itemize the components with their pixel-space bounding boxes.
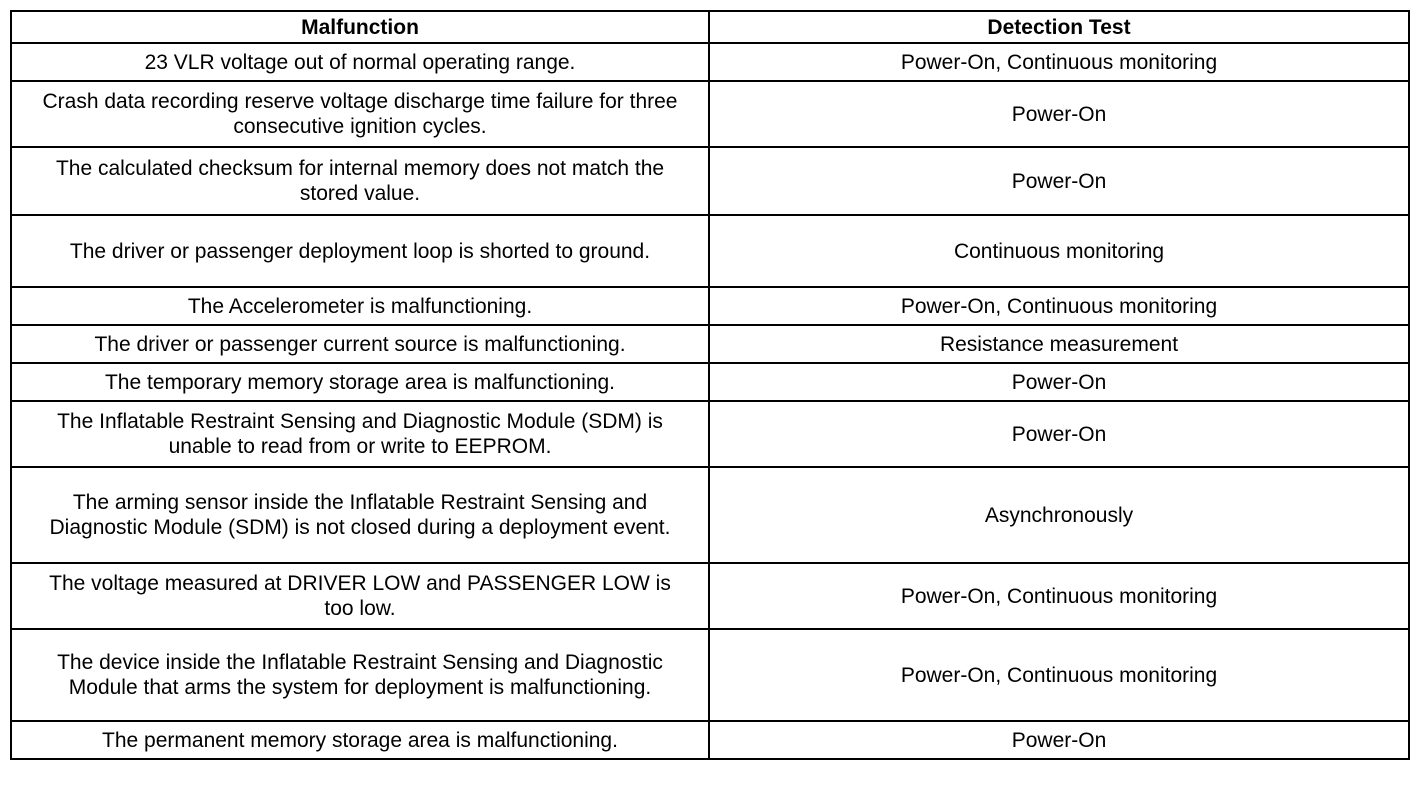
detection-test-cell: Resistance measurement <box>709 325 1409 363</box>
table-row <box>11 81 1409 147</box>
malfunction-cell: The voltage measured at DRIVER LOW and PASSENGER LOW is too low. <box>11 563 709 629</box>
detection-test-cell: Power-On, Continuous monitoring <box>709 43 1409 81</box>
malfunction-cell: The Inflatable Restraint Sensing and Diagnostic Module (SDM) is unable to read from or write to EEPROM. <box>11 401 709 467</box>
detection-test-cell: Asynchronously <box>709 467 1409 563</box>
detection-test-cell: Power-On <box>709 81 1409 147</box>
malfunction-cell: The driver or passenger deployment loop is shorted to ground. <box>11 215 709 287</box>
malfunction-cell: The device inside the Inflatable Restraint Sensing and Diagnostic Module that arms the system for deployment is malfunctioning. <box>11 629 709 721</box>
malfunction-cell: The temporary memory storage area is malfunctioning. <box>11 363 709 401</box>
malfunction-detection-table <box>10 10 1410 760</box>
table-row <box>11 629 1409 721</box>
table-row <box>11 363 1409 401</box>
table-row <box>11 287 1409 325</box>
table-header-row <box>11 11 1409 43</box>
detection-test-cell: Continuous monitoring <box>709 215 1409 287</box>
malfunction-cell: The Accelerometer is malfunctioning. <box>11 287 709 325</box>
table-row <box>11 147 1409 215</box>
table-row <box>11 215 1409 287</box>
detection-test-cell: Power-On <box>709 147 1409 215</box>
table-row <box>11 467 1409 563</box>
table-row <box>11 43 1409 81</box>
detection-test-cell: Power-On <box>709 721 1409 759</box>
malfunction-cell: The calculated checksum for internal memory does not match the stored value. <box>11 147 709 215</box>
detection-test-cell: Power-On, Continuous monitoring <box>709 629 1409 721</box>
malfunction-cell: The permanent memory storage area is malfunctioning. <box>11 721 709 759</box>
malfunction-cell: Crash data recording reserve voltage discharge time failure for three consecutive ignition cycles. <box>11 81 709 147</box>
detection-test-cell: Power-On, Continuous monitoring <box>709 563 1409 629</box>
table-row <box>11 401 1409 467</box>
column-header-malfunction: Malfunction <box>11 11 709 43</box>
column-header-detection-test: Detection Test <box>709 11 1409 43</box>
table-row <box>11 325 1409 363</box>
detection-test-cell: Power-On <box>709 401 1409 467</box>
malfunction-cell: The driver or passenger current source is malfunctioning. <box>11 325 709 363</box>
malfunction-cell: The arming sensor inside the Inflatable Restraint Sensing and Diagnostic Module (SDM) is not closed during a deployment event. <box>11 467 709 563</box>
table-row <box>11 721 1409 759</box>
malfunction-cell: 23 VLR voltage out of normal operating range. <box>11 43 709 81</box>
detection-test-cell: Power-On, Continuous monitoring <box>709 287 1409 325</box>
detection-test-cell: Power-On <box>709 363 1409 401</box>
table-row <box>11 563 1409 629</box>
